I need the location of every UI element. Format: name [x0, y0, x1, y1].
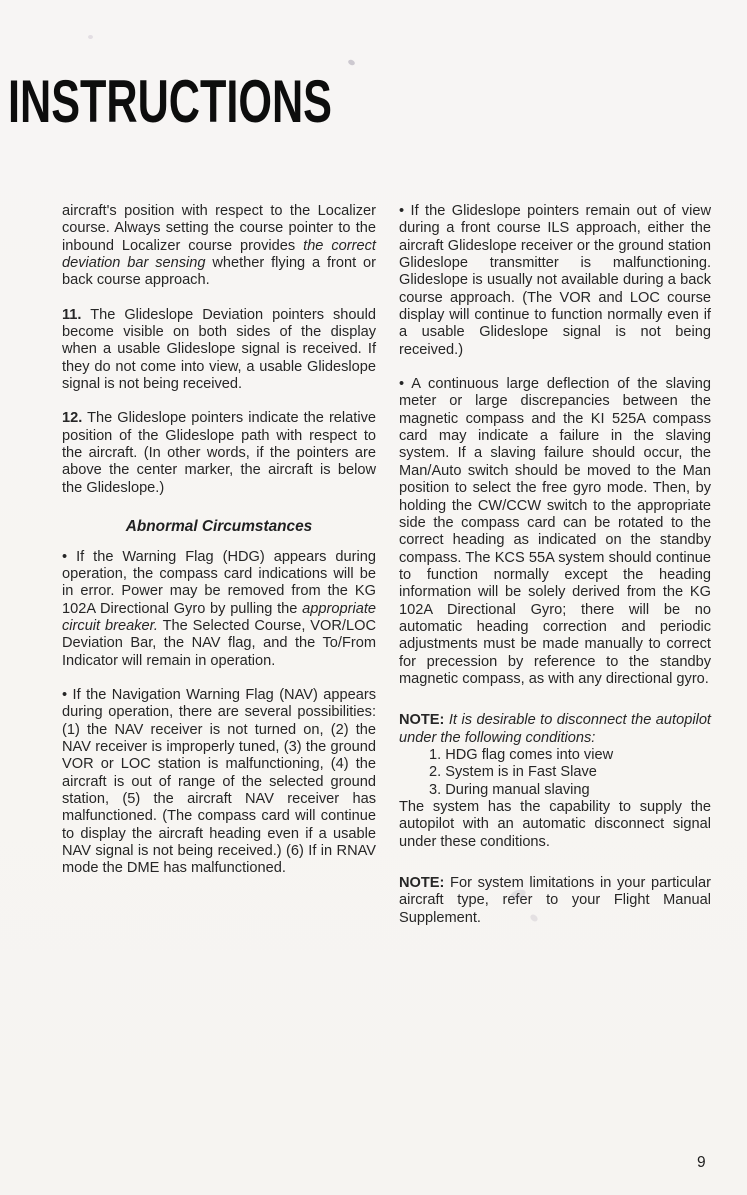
paragraph-text: aircraft's position with respect to the Localizer course. Always setting the course pointer to the inbound Localizer course provides	[62, 203, 376, 254]
note-system-limitations	[399, 875, 711, 927]
numbered-item-11	[62, 307, 376, 394]
note-label: NOTE:	[399, 875, 445, 892]
note-text: For system limitations in your particular aircraft type, refer to your Flight Manual Supplement.	[399, 875, 711, 926]
paragraph-continuation	[62, 203, 376, 290]
note-label: NOTE:	[399, 712, 445, 729]
bullet-icon: •	[62, 548, 68, 565]
bullet-icon: •	[399, 203, 405, 219]
page-title: INSTRUCTIONS	[8, 68, 332, 135]
paragraph-text: If the Navigation Warning Flag (NAV) appears during operation, there are several possibilities: (1) the NAV receiver is not turned on, (2) the NAV receiver is improperly tuned, (3) the ground VOR or LOC station is malfunctioning, (4) the aircraft is out of range of the selected ground station, (5) the aircraft NAV receiver has malfunctioned. (The compass card will continue to display the aircraft heading even if a usable NAV signal is not being received.) (6) If in RNAV mode the DME has malfunctioned.	[62, 686, 376, 877]
left-column	[62, 203, 376, 895]
bullet-paragraph-hdg-flag	[62, 549, 376, 670]
scan-smudge	[88, 35, 93, 39]
paragraph-text: If the Glideslope pointers remain out of view during a front course ILS approach, either the aircraft Glideslope receiver or the ground station Glideslope transmitter is malfunctioning. Glideslope is usually not available during a back course approach. (The VOR and LOC course display will continue to function normally even if a usable Glideslope signal is not being received.)	[399, 203, 711, 358]
numbered-item-12	[62, 410, 376, 497]
bullet-paragraph-nav-flag	[62, 687, 376, 878]
note-condition-item: 3. During manual slaving	[429, 781, 590, 798]
note-condition-item: 1. HDG flag comes into view	[429, 746, 614, 763]
note-outro: The system has the capability to supply the autopilot with an automatic disconnect signal under these conditions.	[399, 799, 711, 850]
item-number: 11.	[62, 306, 82, 323]
note-text-wrap	[399, 875, 711, 927]
scan-smudge	[347, 59, 355, 66]
paragraph-text: A continuous large deflection of the slaving meter or large discrepancies between the magnetic compass and the KI 525A compass card may indicate a failure in the slaving system. If a slaving failure should occur, the Man/Auto switch should be moved to the Man position to select the free gyro mode. Then, by holding the CW/CCW switch to the appropriate side the compass card can be rotated to the correct heading as indicated on the standby compass. The KCS 55A system should continue to function normally except the heading information will be solely derived from the KG 102A Directional Gyro; there will be no automatic heading correction and periodic adjustments must be made manually to correct for precession by reference to the standby magnetic compass, as with any directional gyro.	[399, 376, 711, 687]
note-intro-text: It is desirable to disconnect the autopilot under the following conditions:	[399, 712, 711, 746]
item-number: 12.	[62, 410, 83, 427]
page-number: 9	[697, 1154, 706, 1171]
note-intro	[399, 712, 711, 747]
right-column	[399, 203, 711, 927]
note-autopilot-disconnect	[399, 712, 711, 851]
bullet-paragraph-slaving	[399, 376, 711, 688]
section-subheading: Abnormal Circumstances	[125, 518, 313, 536]
paragraph-text-italic: appropriate circuit breaker.	[62, 600, 376, 634]
paragraph-text-italic: the correct deviation bar sensing	[62, 237, 376, 272]
note-condition-list	[399, 747, 711, 799]
paragraph-text: whether flying a front or back course approach.	[62, 255, 376, 289]
paragraph-text: The Glideslope pointers indicate the relative position of the Glideslope path with respect to the aircraft. (In other words, if the pointers are above the center marker, the aircraft is below the Glideslope.)	[62, 410, 376, 496]
paragraph-text: If the Warning Flag (HDG) appears during operation, the compass card indications will be in error. Power may be removed from the KG 102A Directional Gyro by pulling the	[62, 548, 376, 617]
bullet-icon: •	[62, 686, 68, 703]
note-condition-item: 2. System is in Fast Slave	[429, 764, 597, 781]
bullet-icon: •	[399, 376, 405, 393]
paragraph-text: The Selected Course, VOR/LOC Deviation Bar, the NAV flag, and the To/From Indicator will remain in operation.	[62, 617, 376, 669]
paragraph-text: The Glideslope Deviation pointers should become visible on both sides of the display when a usable Glideslope signal is received. If they do not come into view, a usable Glideslope signal is not being received.	[62, 306, 376, 393]
bullet-paragraph-glideslope	[399, 203, 711, 359]
